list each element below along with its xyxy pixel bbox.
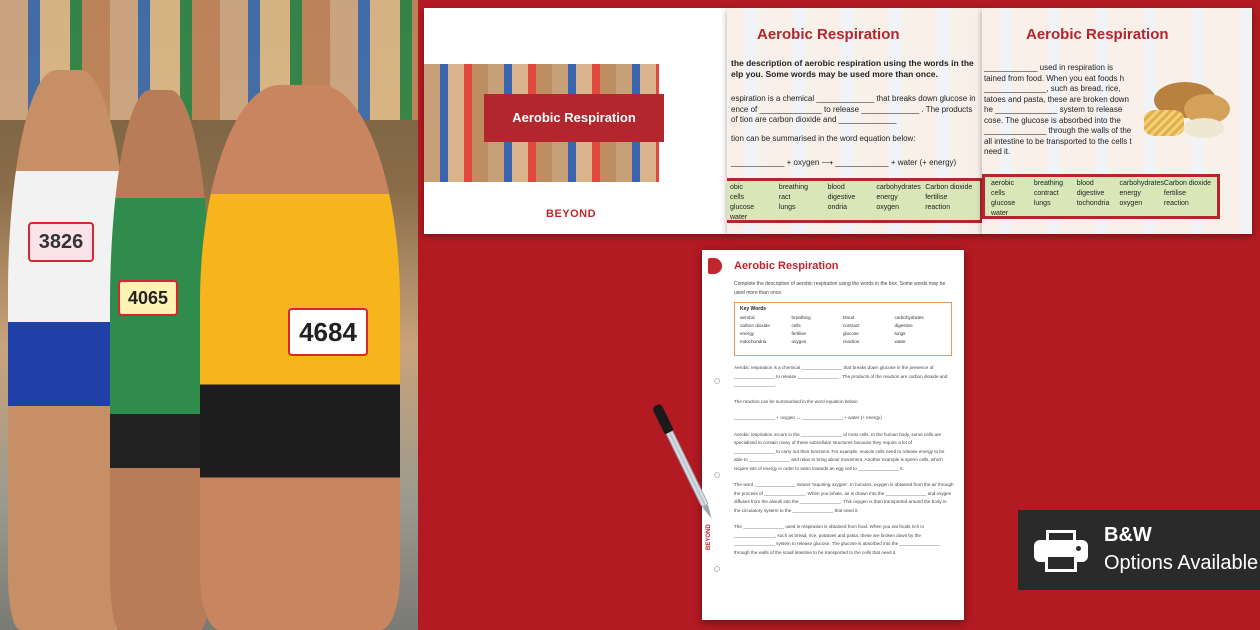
printer-icon bbox=[1034, 530, 1088, 572]
title-slide-preview bbox=[424, 8, 729, 234]
keyword: fertilise bbox=[925, 194, 948, 201]
carbohydrate-foods-image bbox=[1144, 74, 1234, 144]
keyword: carbohydrates bbox=[876, 184, 921, 191]
activity-slide-preview bbox=[982, 8, 1252, 234]
keyword-box bbox=[727, 178, 983, 223]
keyword: oxygen bbox=[1119, 200, 1143, 207]
key-words-box bbox=[734, 302, 952, 356]
keyword: fertilise bbox=[1163, 190, 1187, 197]
keyword: energy bbox=[876, 194, 898, 201]
keyword: reaction bbox=[925, 204, 951, 211]
key-words-title: Key Words bbox=[740, 306, 767, 312]
worksheet-instructions: Complete the description of aerobic respiration using the words in the box. Some words may be used more than once. bbox=[734, 281, 946, 296]
keyword: water bbox=[894, 339, 906, 344]
keyword: fertilise bbox=[791, 331, 807, 336]
worksheet-preview bbox=[702, 250, 964, 620]
keyword: tochondria bbox=[1076, 200, 1110, 207]
beyond-logo: BEYOND bbox=[546, 208, 597, 220]
keyword: water bbox=[730, 214, 748, 221]
activity-slide-preview bbox=[727, 8, 984, 234]
worksheet-paragraph: The word ________________ means 'requiring oxygen'. In humans, oxygen is obtained from the air through the process of ________________. When you inhale, air is drawn into the ________________ and oxygen diffuses from the alveoli into the ________________. This oxygen is then transported around the body in the circulatory system to the ________________ that need it. bbox=[734, 482, 954, 513]
keyword: digestive bbox=[827, 194, 856, 201]
slide-title: Aerobic Respiration bbox=[484, 94, 664, 142]
keyword: glucose bbox=[843, 331, 859, 336]
keyword: ondria bbox=[827, 204, 848, 211]
slide-paragraph: tion can be summarised in the word equation below: bbox=[731, 134, 916, 143]
race-bib: 4684 bbox=[288, 308, 368, 356]
slide-instruction: the description of aerobic respiration using the words in the elp you. Some words may be used more than once. bbox=[731, 58, 974, 79]
keyword: reaction bbox=[843, 339, 860, 344]
runner-front bbox=[200, 85, 400, 630]
slide-title: Aerobic Respiration bbox=[1026, 26, 1169, 43]
keyword: Carbon dioxide bbox=[1163, 180, 1211, 187]
keyword: contract bbox=[843, 323, 860, 328]
keyword: Carbon dioxide bbox=[925, 184, 973, 191]
keyword: breathing bbox=[778, 184, 808, 191]
keyword: energy bbox=[1119, 190, 1141, 197]
worksheet-paragraph: The reaction can be summarised in the word equation below: bbox=[734, 398, 859, 404]
keyword: cells bbox=[730, 194, 745, 201]
worksheet-title: Aerobic Respiration bbox=[734, 260, 839, 272]
keyword: cells bbox=[791, 323, 801, 328]
keyword: mitochondria bbox=[740, 339, 767, 344]
keyword-box bbox=[982, 174, 1220, 219]
slide-title: Aerobic Respiration bbox=[757, 26, 900, 43]
keyword: reaction bbox=[1163, 200, 1189, 207]
worksheet-body bbox=[734, 364, 954, 565]
keyword: glucose bbox=[991, 200, 1016, 207]
keyword: lungs bbox=[1033, 200, 1051, 207]
keyword: obic bbox=[730, 184, 743, 191]
keyword: blood bbox=[843, 315, 855, 320]
worksheet-paragraph: Aerobic respiration is a chemical ________________ that breaks down glucose in the presence of ________________ to release ________________ . The products of the reaction are carbon dioxide and ________________. bbox=[734, 365, 948, 387]
runner-middle bbox=[110, 90, 210, 630]
keyword: oxygen bbox=[876, 204, 899, 211]
race-bib: 3826 bbox=[28, 222, 94, 262]
race-bib: 4065 bbox=[118, 280, 178, 316]
badge-subtitle: Options Available bbox=[1104, 552, 1259, 574]
slide-paragraph: espiration is a chemical _____________ that breaks down glucose in ence of ______________ to release _____________ . The products of tion are carbon dioxide and _____________ bbox=[731, 94, 976, 124]
beyond-logo-mark bbox=[708, 258, 722, 274]
keyword: lungs bbox=[894, 331, 906, 336]
badge-title: B&W bbox=[1104, 524, 1152, 546]
keyword: energy bbox=[740, 331, 755, 336]
keyword: blood bbox=[827, 184, 845, 191]
slide-paragraph: ____________ used in respiration is tained from food. When you eat foods h ______________, such as bread, rice, tatoes and pasta, these are broken down he ______________ system to release cose. The glucose is absorbed into the ______________ through the walls of the all intestine to be transported to the cells t need it. bbox=[984, 63, 1132, 156]
keyword: breathing bbox=[1033, 180, 1064, 187]
keyword: carbohydrates bbox=[894, 315, 924, 320]
keyword: water bbox=[991, 210, 1009, 217]
worksheet-paragraph: Aerobic respiration occurs in the ________________ of most cells. In the human body, some cells are specialised to contain many of these subcellular structures because they require a lot of ________________ to carry out their functions. For example, muscle cells need to release energy to be able to ________________ and relax to bring about movement. Another example is sperm cells, which require lots of energy in order to swim towards an egg cell to ________________ it. bbox=[734, 431, 945, 471]
keyword: ract bbox=[778, 194, 791, 201]
keyword: cells bbox=[991, 190, 1006, 197]
bw-options-badge bbox=[1018, 510, 1260, 590]
keyword: aerobic bbox=[740, 315, 756, 320]
keyword: digestive bbox=[1076, 190, 1105, 197]
worksheet-paragraph: The ________________ used in respiration is obtained from food. When you eat foods rich in ________________, such as bread, rice, potatoes and pasta, these are broken down by the ________________ system to release glucose. The glucose is absorbed into the ________________ through the walls of the small intestine to be transported to the cells that need it. bbox=[734, 524, 941, 555]
beyond-side-logo: BEYOND bbox=[706, 524, 712, 550]
keyword: carbohydrates bbox=[1119, 180, 1164, 187]
keyword: lungs bbox=[778, 204, 796, 211]
marathon-runners-photo bbox=[0, 0, 418, 630]
keyword: breathing bbox=[791, 315, 811, 320]
keyword: glucose bbox=[730, 204, 755, 211]
word-equation: ____________ + oxygen ⟶ ____________ + water (+ energy) bbox=[731, 158, 957, 167]
keyword: digestive bbox=[894, 323, 913, 328]
keyword: contract bbox=[1033, 190, 1059, 197]
keyword: blood bbox=[1076, 180, 1094, 187]
keyword: aerobic bbox=[991, 180, 1014, 187]
keyword: carbon dioxide bbox=[740, 323, 770, 328]
keyword: oxygen bbox=[791, 339, 807, 344]
word-equation: ________________ + oxygen → ________________ + water (+ energy) bbox=[734, 415, 882, 420]
